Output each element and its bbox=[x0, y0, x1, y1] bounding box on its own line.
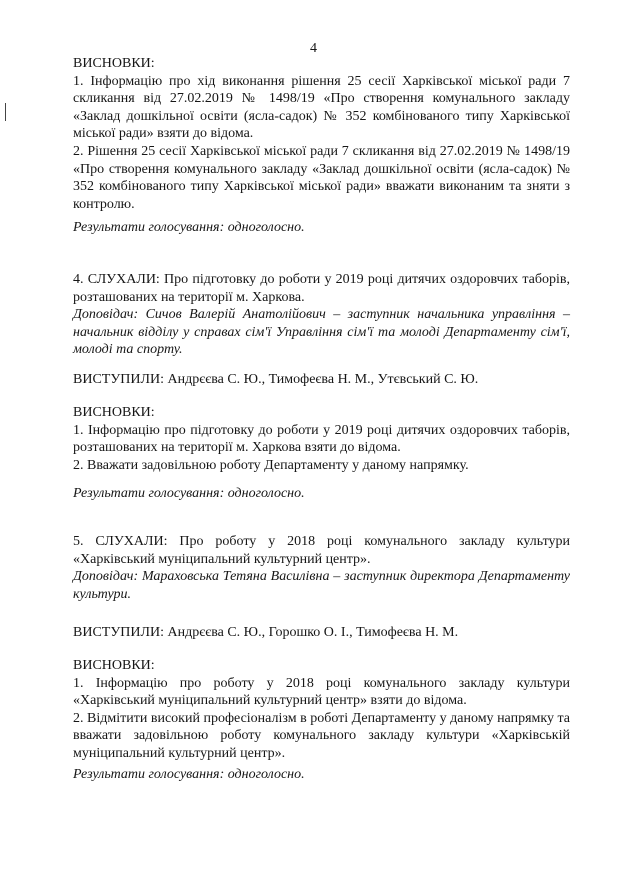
section5-heard bbox=[73, 533, 570, 603]
section5-spoke: ВИСТУПИЛИ: Андрєєва С. Ю., Горошко О. І., Тимофеєва Н. М. bbox=[73, 625, 459, 640]
page-number: 4 bbox=[310, 41, 317, 56]
section4-spoke: ВИСТУПИЛИ: Андрєєва С. Ю., Тимофеєва Н. М., Утєвський С. Ю. bbox=[73, 372, 479, 387]
speaker-text: Доповідач: Сичов Валерій Анатолійович – заступник начальника управління – начальник відділу у справах сім'ї Управління сім'ї та молоді Департаменту сім'ї, молоді та спорту. bbox=[73, 307, 570, 358]
heard-text: 4. СЛУХАЛИ: Про підготовку до роботи у 2019 році дитячих оздоровчих таборів, розташованих на території м. Харкова. bbox=[73, 272, 570, 305]
section4-vote-result: Результати голосування: одноголосно. bbox=[73, 486, 305, 501]
margin-mark bbox=[5, 103, 6, 121]
conclusions-heading: ВИСНОВКИ: bbox=[73, 56, 155, 71]
section5-conclusions bbox=[73, 657, 570, 763]
speaker-text: Доповідач: Мараховська Тетяна Василівна – заступник директора Департаменту культури. bbox=[73, 569, 570, 602]
conclusion-item-2: 2. Вважати задовільною роботу Департаменту у даному напрямку. bbox=[73, 457, 469, 473]
conclusions-heading: ВИСНОВКИ: bbox=[73, 658, 155, 673]
heard-text: 5. СЛУХАЛИ: Про роботу у 2018 році комунального закладу культури «Харківський муніципальний культурний центр». bbox=[73, 534, 570, 567]
section5-vote-result: Результати голосування: одноголосно. bbox=[73, 767, 305, 782]
conclusions-heading: ВИСНОВКИ: bbox=[73, 405, 155, 420]
conclusion-item-2: 2. Рішення 25 сесії Харківської міської ради 7 скликання від 27.02.2019 № 1498/19 «Про створення комунального закладу «Заклад дошкільної освіти (ясла-садок) № 352 комбінованого типу Харківської міської ради» вважати виконаним та зняти з контролю. bbox=[73, 143, 570, 212]
section1-conclusions bbox=[73, 55, 570, 213]
conclusion-item-1: 1. Інформацію про роботу у 2018 році комунального закладу культури «Харківський муніципальний культурний центр» взяти до відома. bbox=[73, 675, 570, 709]
section4-heard bbox=[73, 271, 570, 359]
conclusion-item-2: 2. Відмітити високий професіоналізм в роботі Департаменту у даному напрямку та вважати задовільною роботу комунального закладу культури «Харківській муніципальний культурний центр». bbox=[73, 710, 570, 761]
conclusion-item-1: 1. Інформацію про хід виконання рішення 25 сесії Харківської міської ради 7 скликання від 27.02.2019 № 1498/19 «Про створення комунального закладу «Заклад дошкільної освіти (ясла-садок) № 352 комбінованого типу Харківської міської ради» взяти до відома. bbox=[73, 73, 570, 142]
section4-conclusions bbox=[73, 404, 570, 474]
conclusion-item-1: 1. Інформацію про підготовку до роботи у 2019 році дитячих оздоровчих таборів, розташованих на території м. Харкова взяти до відома. bbox=[73, 422, 570, 456]
section1-vote-result: Результати голосування: одноголосно. bbox=[73, 220, 305, 235]
